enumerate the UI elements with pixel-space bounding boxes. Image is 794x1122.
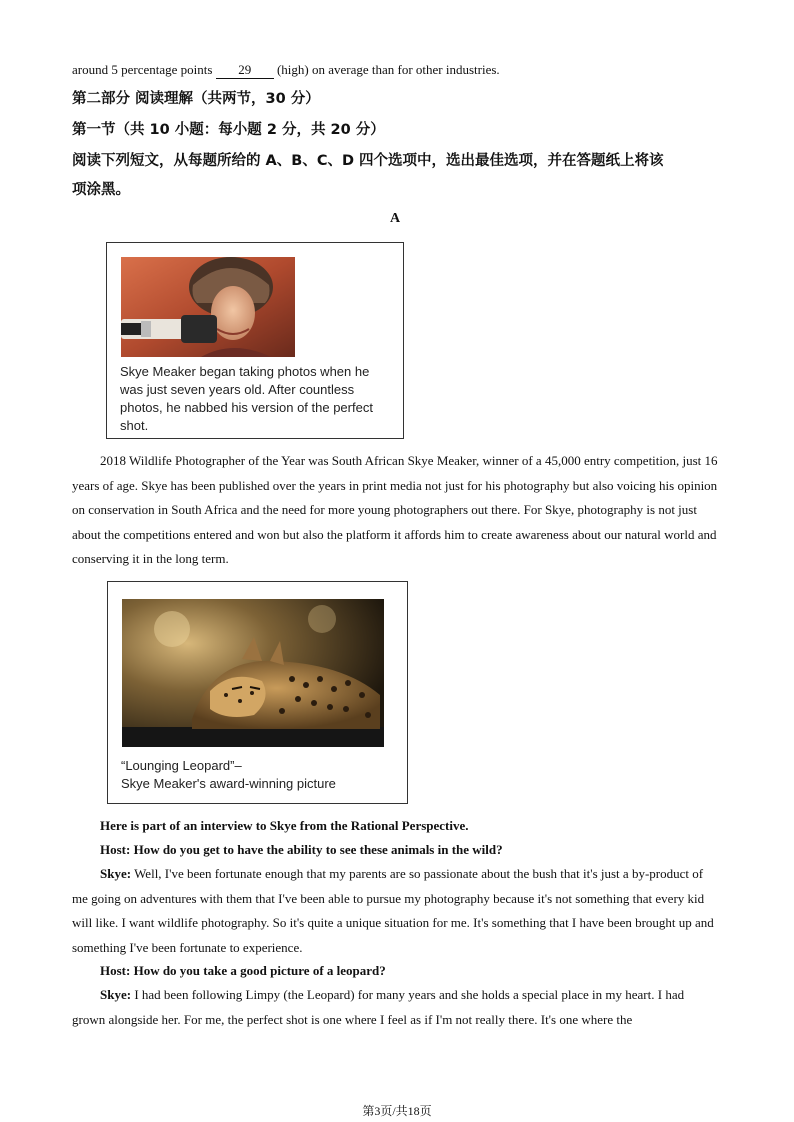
part-title: 第二部分 阅读理解（共两节，30 分）: [72, 91, 320, 107]
interview-question-2: Host: How do you take a good picture of a leopard?: [100, 963, 386, 978]
leopard-photo: [122, 599, 384, 747]
interview-question-1: Host: How do you get to have the ability to see these animals in the wild?: [100, 842, 503, 857]
figure-1-caption-line: shot.: [120, 418, 149, 433]
figure-1-frame: [106, 242, 404, 439]
sub-title: 第一节（共 10 小题：每小题 2 分，共 20 分）: [72, 122, 385, 138]
interview-answer-2: [72, 983, 720, 1032]
figure-1-caption: [120, 363, 373, 435]
top-sentence: [72, 62, 500, 79]
interview-answer-1: [72, 862, 720, 960]
instruction-line-1: 阅读下列短文，从每题所给的 A、B、C、D 四个选项中，选出最佳选项，并在答题纸上将该: [72, 153, 664, 169]
figure-1-caption-line: Skye Meaker began taking photos when he: [120, 364, 370, 379]
figure-1-caption-line: photos, he nabbed his version of the perfect: [120, 400, 373, 415]
figure-2-caption-line: Skye Meaker's award-winning picture: [121, 776, 336, 791]
instruction-line-2: 项涂黑。: [72, 182, 130, 198]
figure-2-frame: [107, 581, 408, 804]
photographer-photo: [121, 257, 295, 357]
passage-label: A: [390, 211, 401, 226]
answer-text: I had been following Limpy (the Leopard) for many years and she holds a special place in my heart. I had grown alongside her. For me, the perfect shot is one where I feel as if I'm not really there. It's one where the: [72, 987, 685, 1027]
interview-intro: Here is part of an interview to Skye from the Rational Perspective.: [100, 818, 469, 833]
figure-2-caption-line: “Lounging Leopard”–: [121, 758, 242, 773]
answer-speaker: Skye:: [100, 866, 132, 881]
answer-text: Well, I've been fortunate enough that my parents are so passionate about the bush that it's just a by-product of me going on adventures with them that I've been able to pursue my photography because it's not something that every kid will like. I want wildlife photography. So it's quite a unique situation for me. It's something that I have been brought up and something I've been fortunate to experience.: [72, 866, 714, 955]
figure-2-caption: [121, 757, 336, 793]
page-footer: 第3页/共18页: [362, 1104, 432, 1118]
figure-1-caption-line: was just seven years old. After countless: [120, 382, 355, 397]
intro-paragraph: 2018 Wildlife Photographer of the Year was South African Skye Meaker, winner of a 45,000 entry competition, just 16 years of age. Skye has been published over the years in print media not just for his photography but also voicing his opinion on conservation in South Africa and the need for more young photographers out there. For Skye, photography is not just about the competitions entered and won but also the platform it affords him to create awareness about our natural world and conserving it in the long term.: [72, 453, 718, 566]
top-sentence-after: (high) on average than for other industries.: [276, 62, 500, 77]
answer-speaker: Skye:: [100, 987, 132, 1002]
answer-blank-29: 29: [216, 62, 274, 79]
top-sentence-before: around 5 percentage points: [72, 62, 213, 77]
